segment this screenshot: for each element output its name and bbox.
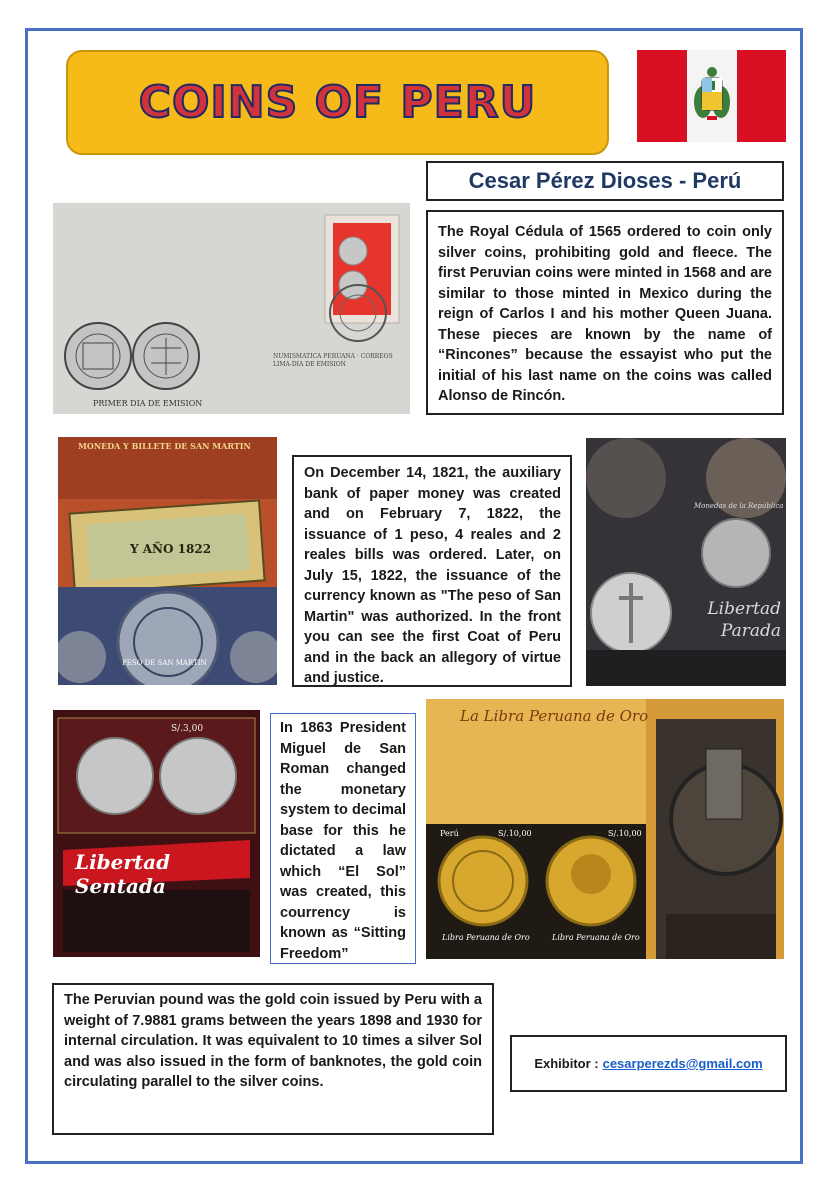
cover-postmark: NUMISMATICA PERUANA · CORREOS LIMA-DIA DE EMISION: [273, 353, 393, 368]
royal-cedula-text-box: [426, 210, 784, 415]
parada-heading: Monedas de la República: [694, 502, 784, 510]
libertad-sentada-souvenir-sheet: [53, 710, 260, 957]
coat-of-arms-icon: [687, 50, 737, 142]
san-martin-text: On December 14, 1821, the auxiliary bank of paper money was created and on February 7, 1822, the issuance of 1 peso, 4 reales and 2 reales bills was ordered. Later, on July 15, 1822, the issuance of the currency known as "The peso of San Martin" was authorized. In the front you can see the first Coat of Peru and in the back an allegory of virtue and justice.: [304, 465, 561, 686]
peruvian-pound-text: The Peruvian pound was the gold coin issued by Peru with a weight of 7.9881 grams between the years 1898 and 1930 for internal circulation. It was equivalent to 10 times a silver Sol and was also issued in the form of banknotes, the gold coin circulating parallel to the silver coins.: [64, 992, 482, 1090]
libra-title: La Libra Peruana de Oro: [460, 707, 649, 725]
libra-value-left: S/.10,00: [498, 829, 532, 838]
peruvian-pound-text-box: [52, 983, 494, 1135]
peru-flag: [637, 50, 786, 142]
san-roman-text: In 1863 President Miguel de San Roman changed the monetary system to decimal base for this he dictated a law which “El Sol” was created, this courrency is known as “Sitting Freedom”: [280, 720, 406, 962]
libra-peruana-souvenir-sheet: [426, 699, 784, 959]
san-roman-text-box: [270, 713, 416, 964]
title-banner: [66, 50, 609, 155]
first-day-cover-image: [53, 203, 410, 414]
san-martin-sheet-title: MONEDA Y BILLETE DE SAN MARTIN: [78, 441, 251, 451]
san-martin-text-box: [292, 455, 572, 687]
parada-title: Libertad Parada: [707, 599, 781, 641]
sentada-price: S/.3,00: [171, 724, 204, 734]
page-title: COINS OF PERU: [138, 77, 537, 128]
san-martin-sheet-note: Y AÑO 1822: [130, 542, 212, 556]
sentada-title: Libertad Sentada: [75, 850, 171, 898]
royal-cedula-text: The Royal Cédula of 1565 ordered to coin only silver coins, prohibiting gold and fleece. The first Peruvian coins were minted in 1568 and are similar to those minted in Mexico during the reign of Carlos I and his mother Queen Juana. These pieces are known by the name of “Rincones” because the essayist who put the initial of his last name on the coins was called Alonso de Rincón.: [438, 224, 772, 404]
exhibitor-box: [510, 1035, 787, 1092]
cover-caption: PRIMER DIA DE EMISION: [93, 399, 203, 408]
libertad-parada-souvenir-sheet: [586, 438, 786, 686]
libra-value-right: S/.10,00: [608, 829, 642, 838]
san-martin-coin-label: PESO DE SAN MARTIN: [122, 659, 207, 667]
author-name: Cesar Pérez Dioses - Perú: [426, 161, 784, 201]
libra-caption-left: Libra Peruana de Oro: [442, 933, 530, 942]
libra-country-left: Perú: [440, 829, 459, 838]
libra-caption-right: Libra Peruana de Oro: [552, 933, 640, 942]
san-martin-souvenir-sheet: [58, 437, 277, 685]
exhibitor-label: Exhibitor :: [534, 1056, 599, 1071]
exhibitor-email-link[interactable]: cesarperezds@gmail.com: [602, 1056, 763, 1071]
